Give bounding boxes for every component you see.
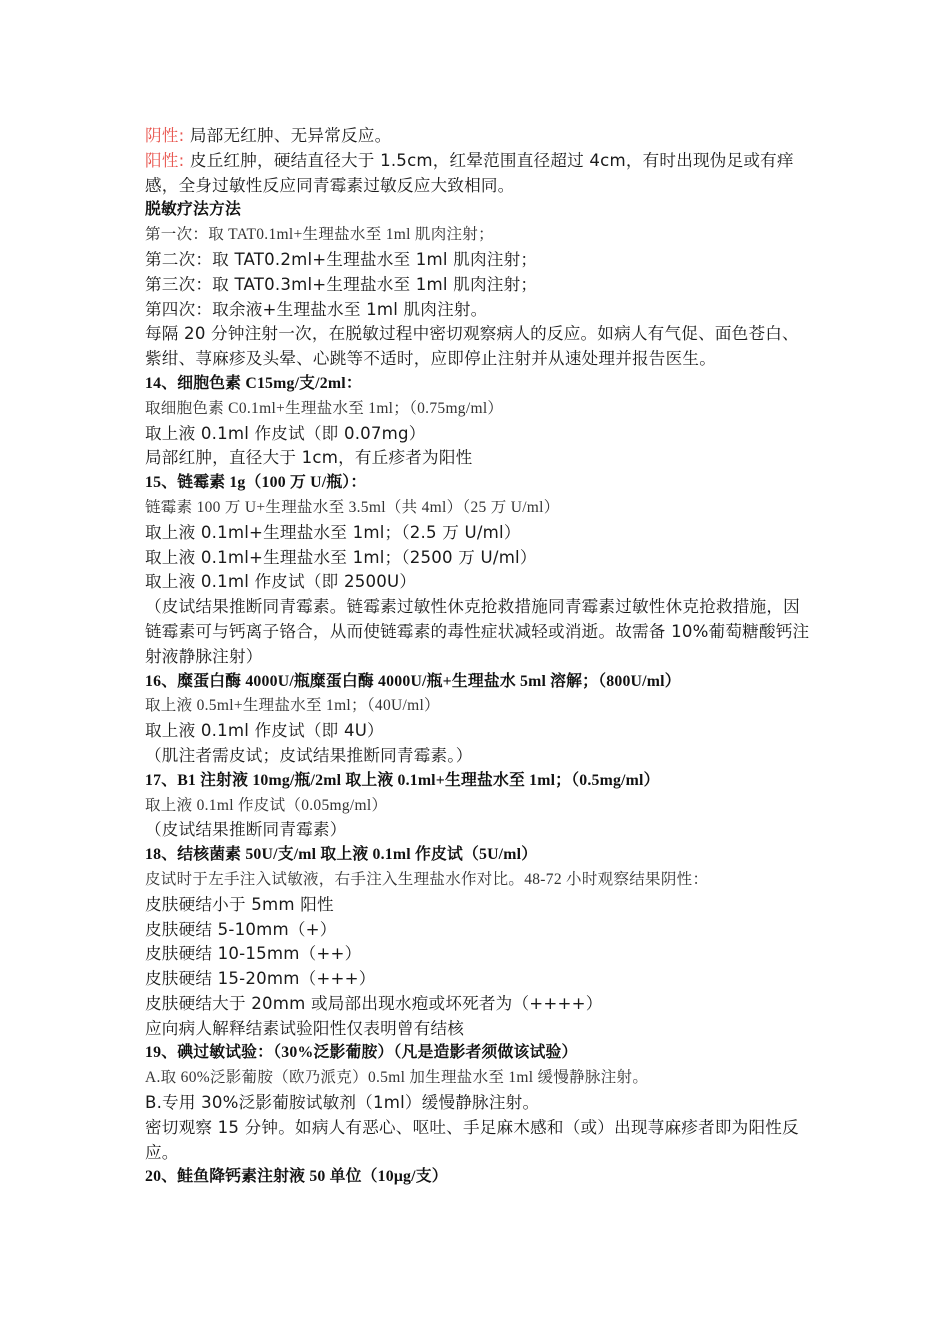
section-18-note: 应向病人解释结素试验阳性仅表明曾有结核 xyxy=(145,1018,465,1038)
section-20-heading: 20、鲑鱼降钙素注射液 50 单位（10μg/支） xyxy=(145,1168,448,1186)
section-19-option-b: B.专用 30%泛影葡胺试敏剂（1ml）缓慢静脉注射。 xyxy=(145,1093,540,1113)
negative-label: 阴性: xyxy=(145,126,185,145)
section-15-heading: 15、链霉素 1g（100 万 U/瓶）： xyxy=(145,474,367,492)
desensitization-step-3: 第三次：取 TAT0.3ml+生理盐水至 1ml 肌肉注射； xyxy=(145,274,538,294)
desensitization-step-1: 第一次：取 TAT0.1ml+生理盐水至 1ml 肌肉注射； xyxy=(145,226,494,244)
section-18-line-1: 皮试时于左手注入试敏液，右手注入生理盐水作对比。48-72 小时观察结果阴性： xyxy=(145,870,709,888)
section-16-note: （肌注者需皮试；皮试结果推断同青霉素。） xyxy=(145,745,473,765)
section-17-heading: 17、B1 注射液 10mg/瓶/2ml 取上液 0.1ml+生理盐水至 1ml；（0.5mg/ml） xyxy=(145,771,660,789)
section-19-heading: 19、碘过敏试验：（30%泛影葡胺）（凡是造影者须做该试验） xyxy=(145,1044,578,1062)
section-17-line-1: 取上液 0.1ml 作皮试（0.05mg/ml） xyxy=(145,796,388,814)
section-18-result-3: 皮肤硬结 10-15mm（++） xyxy=(145,944,362,964)
section-19-option-a: A.取 60%泛影葡胺（欧乃派克）0.5ml 加生理盐水至 1ml 缓慢静脉注射。 xyxy=(145,1069,649,1087)
section-15-note: （皮试结果推断同青霉素。链霉素过敏性休克抢救措施同青霉素过敏性休克抢救措施，因链霉素可与钙离子铬合，从而使链霉素的毒性症状减轻或消逝。故需备 10%葡萄糖酸钙注射液静脉注射） xyxy=(145,597,810,666)
section-16-heading: 16、糜蛋白酶 4000U/瓶糜蛋白酶 4000U/瓶+生理盐水 5ml 溶解；（800U/ml） xyxy=(145,672,681,690)
negative-result-line xyxy=(145,124,810,149)
section-14-line-1: 取细胞色素 C0.1ml+生理盐水至 1ml；（0.75mg/ml） xyxy=(145,399,504,417)
desensitization-step-4: 第四次：取余液+生理盐水至 1ml 肌肉注射。 xyxy=(145,299,488,319)
section-14-heading: 14、细胞色素 C15mg/支/2ml： xyxy=(145,374,362,392)
section-15-line-4: 取上液 0.1ml 作皮试（即 2500U） xyxy=(145,572,417,592)
desensitization-heading: 脱敏疗法方法 xyxy=(145,201,241,219)
section-18-heading: 18、结核菌素 50U/支/ml 取上液 0.1ml 作皮试（5U/ml） xyxy=(145,846,538,864)
section-17-note: （皮试结果推断同青霉素） xyxy=(145,820,347,840)
positive-text: 皮丘红肿，硬结直径大于 1.5cm，红晕范围直径超过 4cm，有时出现伪足或有痒感，全身过敏性反应同青霉素过敏反应大致相同。 xyxy=(145,150,794,195)
section-18-result-5: 皮肤硬结大于 20mm 或局部出现水疱或坏死者为（++++） xyxy=(145,993,603,1013)
positive-result-paragraph xyxy=(145,149,810,199)
positive-label: 阳性: xyxy=(145,150,185,170)
section-14-line-2: 取上液 0.1ml 作皮试（即 0.07mg） xyxy=(145,423,426,443)
desensitization-step-2: 第二次：取 TAT0.2ml+生理盐水至 1ml 肌肉注射； xyxy=(145,249,538,269)
section-15-line-3: 取上液 0.1ml+生理盐水至 1ml；（2500 万 U/ml） xyxy=(145,547,537,567)
section-18-result-4: 皮肤硬结 15-20mm（+++） xyxy=(145,969,376,989)
section-16-line-1: 取上液 0.5ml+生理盐水至 1ml；（40U/ml） xyxy=(145,697,440,715)
section-15-line-2: 取上液 0.1ml+生理盐水至 1ml；（2.5 万 U/ml） xyxy=(145,522,521,542)
section-15-line-1: 链霉素 100 万 U+生理盐水至 3.5ml（共 4ml）（25 万 U/ml） xyxy=(145,498,560,516)
section-14-line-3: 局部红肿，直径大于 1cm，有丘疹者为阳性 xyxy=(145,448,473,468)
desensitization-note: 每隔 20 分钟注射一次，在脱敏过程中密切观察病人的反应。如病人有气促、面色苍白、紫绀、荨麻疹及头晕、心跳等不适时，应即停止注射并从速处理并报告医生。 xyxy=(145,324,799,369)
negative-text: 局部无红肿、无异常反应。 xyxy=(189,126,392,145)
section-19-note: 密切观察 15 分钟。如病人有恶心、呕吐、手足麻木感和（或）出现荨麻疹者即为阳性反应。 xyxy=(145,1117,799,1162)
section-16-line-2: 取上液 0.1ml 作皮试（即 4U） xyxy=(145,721,384,741)
document-body xyxy=(145,124,810,1190)
section-18-result-1: 皮肤硬结小于 5mm 阳性 xyxy=(145,894,334,914)
section-18-result-2: 皮肤硬结 5-10mm（+） xyxy=(145,919,337,939)
